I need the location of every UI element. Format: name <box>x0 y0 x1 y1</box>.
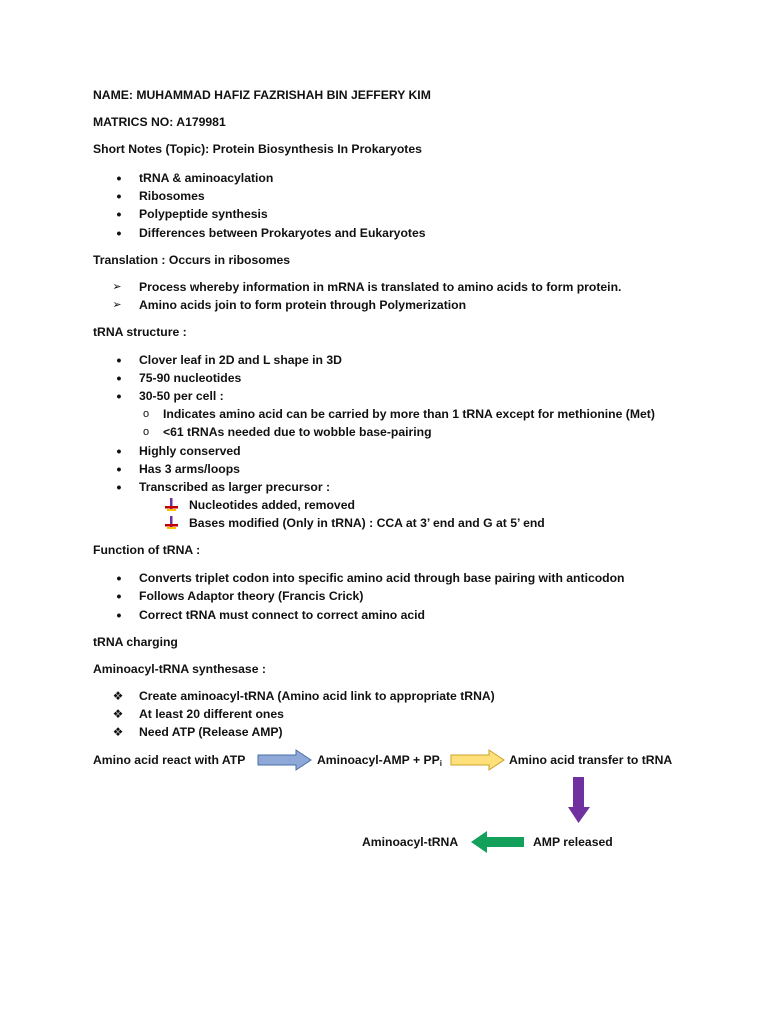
subscript-i: i <box>439 759 442 768</box>
bullet-icon: • <box>116 461 122 477</box>
list-item: Correct tRNA must connect to correct amino acid <box>139 608 426 622</box>
bullet-icon: • <box>116 188 122 204</box>
bullet-icon: • <box>116 479 122 495</box>
translation-heading: Translation : Occurs in ribosomes <box>93 253 291 267</box>
bullet-icon: • <box>116 225 122 241</box>
list-item: Clover leaf in 2D and L shape in 3D <box>139 353 342 367</box>
sub-list-item: Indicates amino acid can be carried by more than 1 tRNA except for methionine (Met) <box>163 407 655 421</box>
diamond-bullet-icon: ❖ <box>112 707 124 721</box>
list-item: Follows Adaptor theory (Francis Crick) <box>139 589 364 603</box>
list-item: Differences between Prokaryotes and Eukaryotes <box>139 226 426 240</box>
cross-bullet-icon <box>165 498 178 511</box>
list-item: Create aminoacyl-tRNA (Amino acid link to appropriate tRNA) <box>139 689 495 703</box>
flow-step-aminoacyl-amp <box>317 752 442 772</box>
flow-step-aminoacyl-trna: Aminoacyl-tRNA <box>362 835 459 849</box>
list-item: Converts triplet codon into specific amino acid through base pairing with anticodon <box>139 571 625 585</box>
matrics-number: MATRICS NO: A179981 <box>93 115 226 129</box>
list-item: Amino acids join to form protein through Polymerization <box>139 298 467 312</box>
bullet-icon: • <box>116 588 122 604</box>
function-heading: Function of tRNA : <box>93 543 201 557</box>
sub-list-item: Nucleotides added, removed <box>189 498 355 512</box>
synthetase-heading: Aminoacyl-tRNA synthesase : <box>93 662 266 676</box>
right-arrow-icon <box>258 750 312 770</box>
sub-list-item: <61 tRNAs needed due to wobble base-pairing <box>163 425 432 439</box>
trna-charging-heading: tRNA charging <box>93 635 178 649</box>
list-item: Transcribed as larger precursor : <box>139 480 331 494</box>
list-item: Need ATP (Release AMP) <box>139 725 283 739</box>
sub-list-item: Bases modified (Only in tRNA) : CCA at 3’ end and G at 5’ end <box>189 516 545 530</box>
list-item: tRNA & aminoacylation <box>139 171 274 185</box>
flow-step-transfer: Amino acid transfer to tRNA <box>509 753 673 767</box>
circle-bullet-icon: o <box>142 408 150 420</box>
circle-bullet-icon: o <box>142 426 150 438</box>
topic-title: Short Notes (Topic): Protein Biosynthesis In Prokaryotes <box>93 142 422 156</box>
list-item: 30-50 per cell : <box>139 389 224 403</box>
list-item: Polypeptide synthesis <box>139 207 268 221</box>
list-item: 75-90 nucleotides <box>139 371 242 385</box>
diamond-bullet-icon: ❖ <box>112 689 124 703</box>
arrow-bullet-icon: ➢ <box>112 281 122 293</box>
student-name: NAME: MUHAMMAD HAFIZ FAZRISHAH BIN JEFFERY KIM <box>93 88 431 102</box>
bullet-icon: • <box>116 352 122 368</box>
flow-step-amp-released: AMP released <box>533 835 613 849</box>
list-item: At least 20 different ones <box>139 707 284 721</box>
cross-bullet-icon <box>165 516 178 529</box>
flow-step-aminoacyl-amp-text: Aminoacyl-AMP + PP <box>317 753 440 767</box>
right-arrow-icon <box>451 750 505 770</box>
bullet-icon: • <box>116 388 122 404</box>
list-item: Highly conserved <box>139 444 241 458</box>
list-item: Ribosomes <box>139 189 205 203</box>
arrow-bullet-icon: ➢ <box>112 299 122 311</box>
list-item: Process whereby information in mRNA is translated to amino acids to form protein. <box>139 280 622 294</box>
bullet-icon: • <box>116 170 122 186</box>
bullet-icon: • <box>116 607 122 623</box>
left-arrow-icon <box>471 831 525 853</box>
trna-structure-heading: tRNA structure : <box>93 325 187 339</box>
flow-step-react: Amino acid react with ATP <box>93 753 246 767</box>
bullet-icon: • <box>116 206 122 222</box>
bullet-icon: • <box>116 570 122 586</box>
diamond-bullet-icon: ❖ <box>112 725 124 739</box>
bullet-icon: • <box>116 443 122 459</box>
list-item: Has 3 arms/loops <box>139 462 240 476</box>
down-arrow-icon <box>568 777 590 824</box>
bullet-icon: • <box>116 370 122 386</box>
